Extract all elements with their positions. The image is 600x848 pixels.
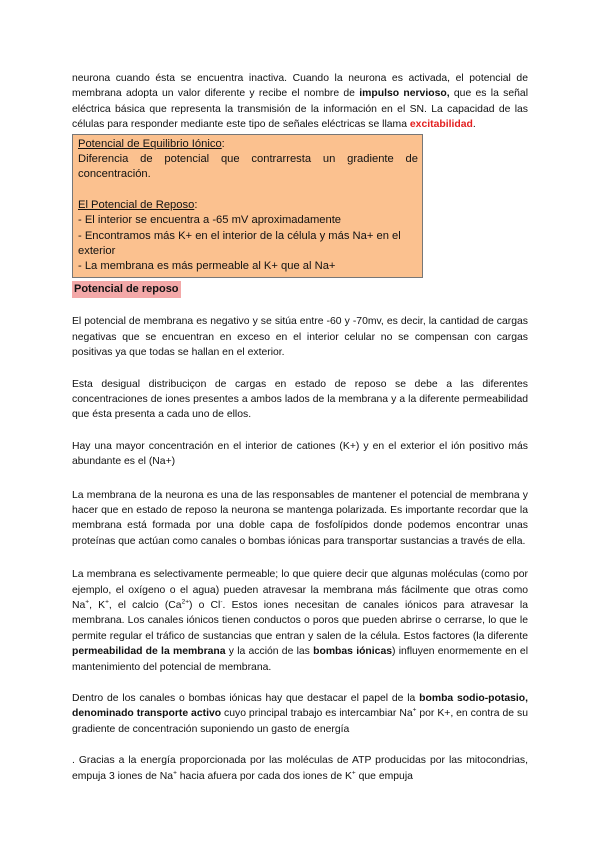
paragraph: El potencial de membrana es negativo y se sitúa entre -60 y -70mv, es decir, la cantidad de cargas negativas que se encuentran en exceso en el interior celular no se compensan con cargas positivas ya que todas se hallan en el exterior. — [72, 316, 528, 359]
box-title-2: El Potencial de Reposo: — [78, 198, 198, 211]
bold-term-bombas: bombas iónicas — [313, 646, 393, 658]
text-run: . — [472, 119, 476, 131]
box-item: - El interior se encuentra a -65 mV aproximadamente — [78, 214, 342, 227]
summary-box — [72, 134, 423, 278]
box-item: - La membrana es más permeable al K+ que al Na+ — [78, 260, 336, 273]
box-definition: Diferencia de potencial que contrarresta un gradiente de concentración. — [78, 153, 418, 181]
intro-paragraph — [72, 71, 528, 133]
bold-term-bomba-sodio-potasio: bomba sodio-potasio, denominado transporte activo — [72, 693, 528, 720]
bold-term-impulso: impulso nervioso, — [359, 88, 450, 100]
paragraph: La membrana de la neurona es una de las responsables de mantener el potencial de membrana y hacer que en estado de reposo la neurona se mantenga polarizada. Es importante recordar que la membrana está formada por una doble capa de fosfolípidos donde podemos encontrar unas proteínas que actúan como canales o bombas iónicas para transportar sustancias a través de ella. — [72, 489, 528, 547]
text-run: neurona cuando ésta se encuentra inactiva. Cuando la neurona es activada, el potencial de membrana adopta un valor diferente y recibe el nombre de — [72, 73, 528, 100]
paragraph: Esta desigual distribuciçon de cargas en estado de reposo se debe a las diferentes concentraciones de iones presentes a ambos lados de la membrana y a la diferente permeabilidad que ésta presenta a cada uno de ellos. — [72, 378, 528, 421]
paragraph-permeability: La membrana es selectivamente permeable; lo que quiere decir que algunas moléculas (como por ejemplo, el oxígeno o el agua) pueden atravesar la membrana más fácilmente que otras como Na+, K+, el calcio $(Ca^{2+})$ o Cl-. Estos iones necesitan de canales iónicos para atravesar la membrana. Los canales iónicos tienen conductos o poros que pueden abrirse o cerrarse, lo que le permite regular el tráfico de sustancias que entran y salen de la célula. Estos factores (la diferente permeabilidad de la membrana y la acción de las bombas iónicas) influyen enormemente en el mantenimiento del potencial de membrana. — [72, 569, 529, 673]
box-item: - Encontramos más K+ en el interior de la célula y más Na+ en el exterior — [78, 229, 401, 258]
bold-term-permeabilidad: permeabilidad de la membrana — [72, 646, 226, 658]
box-spacer — [78, 183, 418, 198]
box-title-1: Potencial de Equilibrio Iónico: — [78, 137, 225, 150]
paragraph-pump: Dentro de los canales o bombas iónicas hay que destacar el papel de la bomba sodio-potasio, denominado transporte activo cuyo principal trabajo es intercambiar Na+ por K+, en contra de su gradiente de concentración suponiendo un gasto de energía — [72, 693, 528, 735]
paragraph: Hay una mayor concentración en el interior de cationes (K+) y en el exterior el ión positivo más abundante es el (Na+) — [72, 440, 528, 468]
text-run: que es la señal eléctrica básica que representa la transmisión de la información en el SN. La capacidad de las células para responder mediante este tipo de señales eléctricas se llama — [72, 88, 528, 131]
highlight-term-excitabilidad: excitabilidad — [409, 119, 473, 131]
page-content — [72, 71, 528, 784]
section-heading: Potencial de reposo — [72, 281, 181, 298]
paragraph-atp: . Gracias a la energía proporcionada por las moléculas de ATP producidas por las mitocondrias, empuja 3 iones de Na+ hacia afuera por cada dos iones de K+ que empuja — [72, 755, 528, 782]
